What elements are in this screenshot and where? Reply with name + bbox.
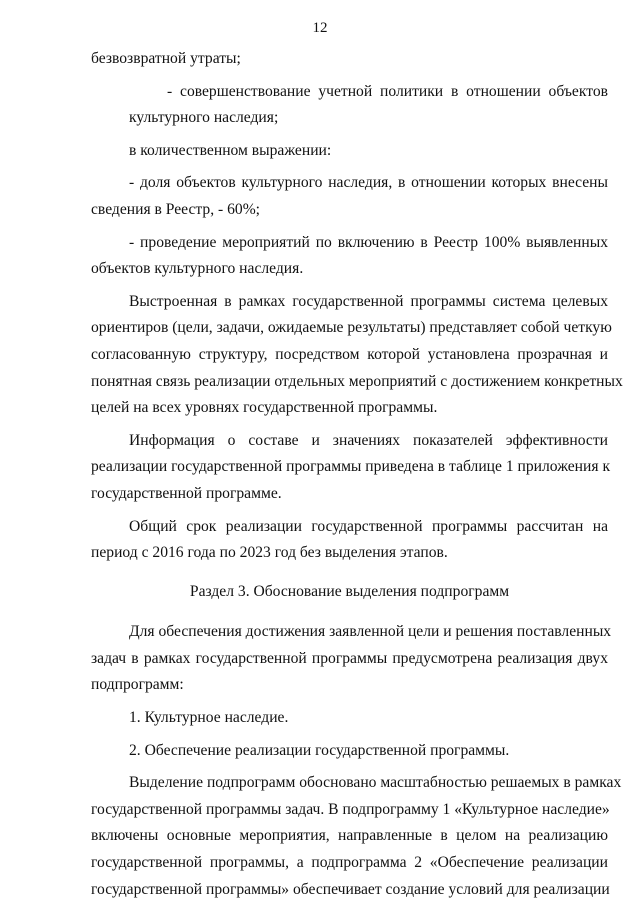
text-line: включены основные мероприятия, направленные в целом на реализацию [91,827,608,845]
text-line: Общий срок реализации государственной программы рассчитан на [129,517,608,535]
text-line: - проведение мероприятий по включению в Реестр 100% выявленных [129,233,608,251]
heading-gap [91,605,608,619]
text-line: объектов культурного наследия. [91,260,304,278]
page-number: 12 [312,20,328,36]
text-line: культурного наследия; [129,109,279,127]
text-line: ориентиров (цели, задачи, ожидаемые результаты) представляет собой четкую [91,319,612,337]
paragraph-9 [91,619,612,699]
text-line: Выделение подпрограмм обосновано масштабностью решаемых в рамках [129,774,622,792]
text-line: государственной программе. [91,484,282,502]
text-line: - совершенствование учетной политики в отношении объектов [167,82,608,100]
paragraph-3 [91,138,608,165]
text-line: Выстроенная в рамках государственной программы система целевых [129,292,608,310]
text-line: 2. Обеспечение реализации государственной программы. [129,741,510,759]
paragraph-5 [91,230,608,283]
text-line: задач в рамках государственной программы предусмотрена реализация двух [91,649,608,667]
text-line: государственной программы задач. В подпрограмму 1 «Культурное наследие» [91,800,610,818]
text-line: 1. Культурное наследие. [129,709,289,727]
heading-gap [91,567,608,579]
document-body [91,46,623,903]
paragraph-12 [91,770,622,903]
paragraph-1 [91,46,608,73]
text-line: период с 2016 года по 2023 год без выделения этапов. [91,544,448,562]
text-line: - доля объектов культурного наследия, в отношении которых внесены [129,174,608,192]
section-heading: Раздел 3. Обоснование выделения подпрограмм [189,582,510,600]
paragraph-6 [91,289,623,422]
text-line: понятная связь реализации отдельных мероприятий с достижением конкретных [91,372,623,390]
paragraph-8 [91,514,608,567]
paragraph-4 [91,170,608,223]
text-line: государственной программы, а подпрограмма 2 «Обеспечение реализации [91,854,608,872]
paragraph-2 [91,79,608,132]
paragraph-7 [91,428,611,508]
text-line: целей на всех уровнях государственной программы. [91,399,438,417]
text-line: сведения в Реестр, - 60%; [91,200,261,218]
text-line: безвозвратной утраты; [91,50,241,67]
text-line: в количественном выражении: [129,141,332,159]
text-line: реализации государственной программы приведена в таблице 1 приложения к [91,458,611,476]
text-line: Информация о составе и значениях показателей эффективности [129,431,608,449]
text-line: подпрограмм: [91,676,184,694]
text-line: согласованную структуру, посредством которой установлена прозрачная и [91,345,608,363]
text-line: государственной программы» обеспечивает создание условий для реализации [91,880,610,898]
text-line: Для обеспечения достижения заявленной цели и решения поставленных [129,623,612,641]
paragraph-10 [91,705,608,732]
paragraph-11 [91,738,608,765]
